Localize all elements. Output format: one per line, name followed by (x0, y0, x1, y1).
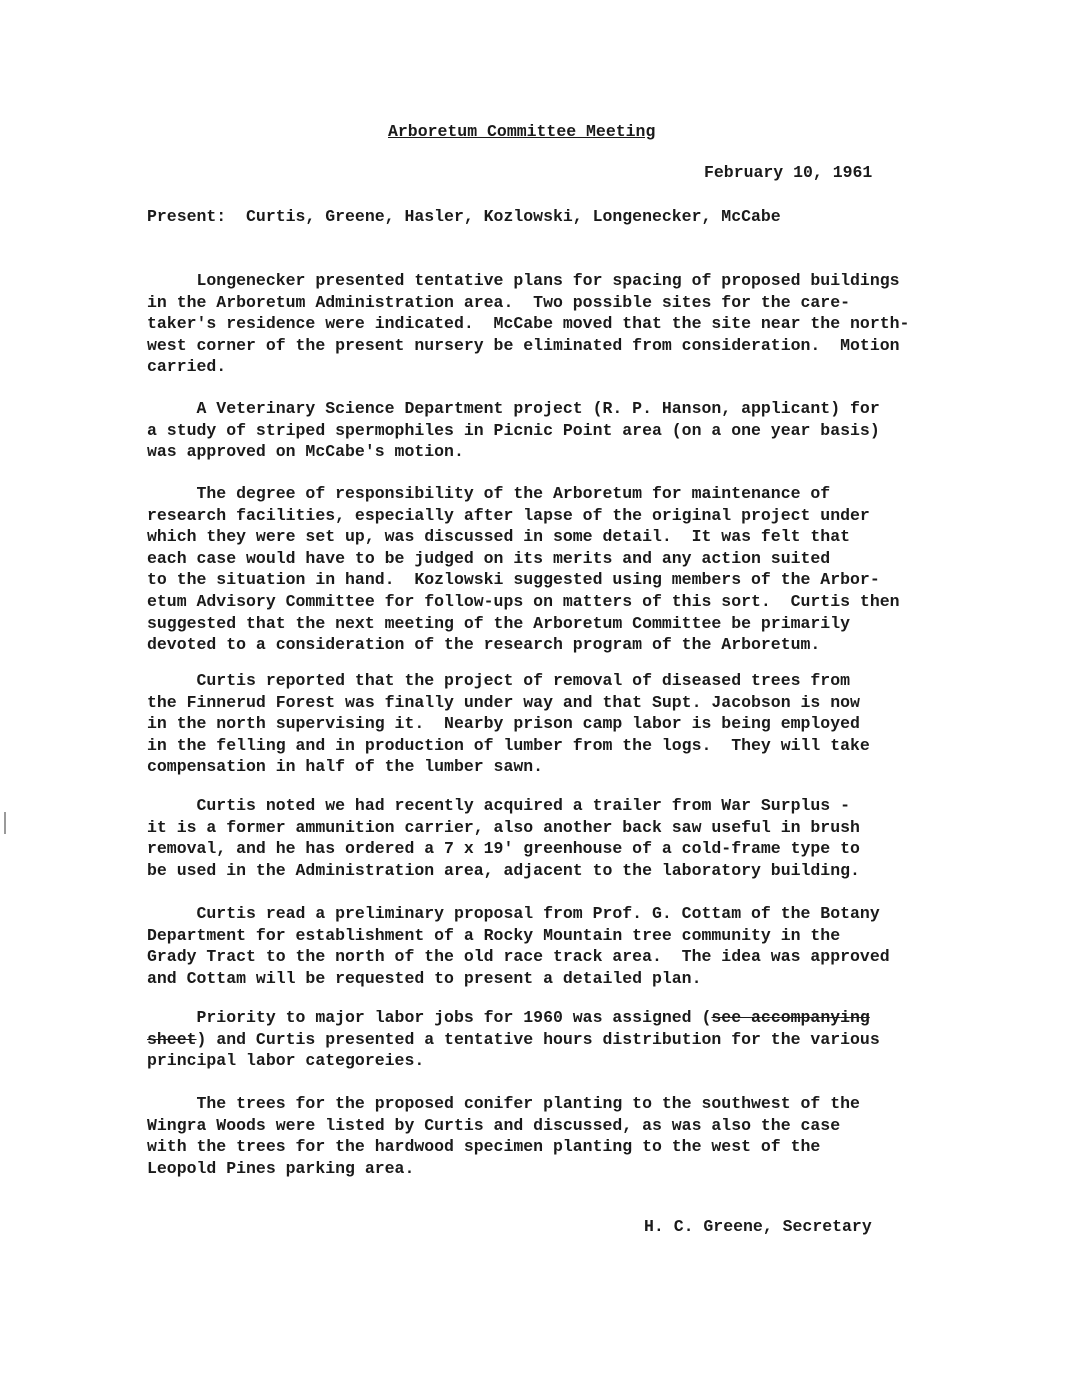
paragraph-line: a study of striped spermophiles in Picnic Point area (on a one year basis) (147, 420, 880, 440)
paragraph-research-facilities (147, 483, 967, 656)
paragraph-line: be used in the Administration area, adjacent to the laboratory building. (147, 860, 860, 880)
paragraph-line: principal labor categoreies. (147, 1051, 425, 1071)
paragraph-line: Curtis read a preliminary proposal from Prof. G. Cottam of the Botany (147, 904, 880, 923)
paragraph-line: was approved on McCabe's motion. (147, 442, 464, 462)
paragraph-line: compensation in half of the lumber sawn. (147, 757, 544, 777)
paragraph-line: Curtis reported that the project of removal of diseased trees from (147, 671, 851, 690)
paragraph-line: in the north supervising it. Nearby prison camp labor is being employed (147, 714, 860, 734)
paragraph-tree-removal (147, 670, 967, 778)
paragraph-line: The trees for the proposed conifer planting to the southwest of the (147, 1094, 860, 1113)
scan-margin-mark (4, 812, 6, 834)
paragraph-line: which they were set up, was discussed in some detail. It was felt that (147, 527, 851, 547)
secretary-signature: H. C. Greene, Secretary (644, 1217, 872, 1236)
paragraph-line: taker's residence were indicated. McCabe moved that the site near the north- (147, 314, 910, 334)
paragraph-line: The degree of responsibility of the Arboretum for maintenance of (147, 484, 831, 503)
paragraph-line: Longenecker presented tentative plans for spacing of proposed buildings (147, 271, 900, 290)
paragraph-trailer-greenhouse (147, 795, 967, 881)
paragraph-line: Curtis noted we had recently acquired a trailer from War Surplus - (147, 796, 851, 815)
paragraph-line: A Veterinary Science Department project (R. P. Hanson, applicant) for (147, 399, 880, 418)
paragraph-line: Department for establishment of a Rocky Mountain tree community in the (147, 925, 841, 945)
paragraph-line: Wingra Woods were listed by Curtis and discussed, as was also the case (147, 1115, 841, 1135)
line-text: Priority to major labor jobs for 1960 was assigned ( (147, 1008, 712, 1027)
paragraph-line: Grady Tract to the north of the old race track area. The idea was approved (147, 947, 890, 967)
paragraph-line: research facilities, especially after lapse of the original project under (147, 505, 870, 525)
paragraph-line: suggested that the next meeting of the Arboretum Committee be primarily (147, 613, 851, 633)
struck-text: sheet (147, 1029, 197, 1049)
struck-text: see accompanying (711, 1008, 870, 1027)
paragraph-line: with the trees for the hardwood specimen planting to the west of the (147, 1137, 821, 1157)
paragraph-line: Leopold Pines parking area. (147, 1158, 415, 1178)
paragraph-cottam-proposal (147, 903, 967, 989)
paragraph-line: and Cottam will be requested to present a detailed plan. (147, 968, 702, 988)
paragraph-line (147, 1007, 967, 1029)
paragraph-line: to the situation in hand. Kozlowski suggested using members of the Arbor- (147, 570, 880, 590)
paragraph-line: carried. (147, 357, 227, 377)
paragraph-line: each case would have to be judged on its merits and any action suited (147, 548, 831, 568)
paragraph-line: devoted to a consideration of the research program of the Arboretum. (147, 635, 821, 655)
attendees-line: Present: Curtis, Greene, Hasler, Kozlowski, Longenecker, McCabe (147, 207, 781, 226)
paragraph-building-plans (147, 270, 967, 378)
paragraph-line: the Finnerud Forest was finally under way and that Supt. Jacobson is now (147, 692, 860, 712)
paragraph-line: removal, and he has ordered a 7 x 19' greenhouse of a cold-frame type to (147, 839, 860, 859)
paragraph-line (147, 1029, 967, 1051)
document-title: Arboretum Committee Meeting (388, 122, 656, 141)
paragraph-line: it is a former ammunition carrier, also another back saw useful in brush (147, 817, 860, 837)
paragraph-line: etum Advisory Committee for follow-ups on matters of this sort. Curtis then (147, 591, 900, 611)
paragraph-line: in the felling and in production of lumber from the logs. They will take (147, 735, 870, 755)
meeting-date: February 10, 1961 (704, 163, 873, 182)
paragraph-veterinary-project (147, 398, 967, 463)
line-text: ) and Curtis presented a tentative hours distribution for the various (196, 1029, 880, 1049)
paragraph-planting-lists (147, 1093, 967, 1179)
paragraph-labor-priority (147, 1007, 967, 1072)
paragraph-line: in the Arboretum Administration area. Two possible sites for the care- (147, 292, 851, 312)
paragraph-line: west corner of the present nursery be eliminated from consideration. Motion (147, 335, 900, 355)
